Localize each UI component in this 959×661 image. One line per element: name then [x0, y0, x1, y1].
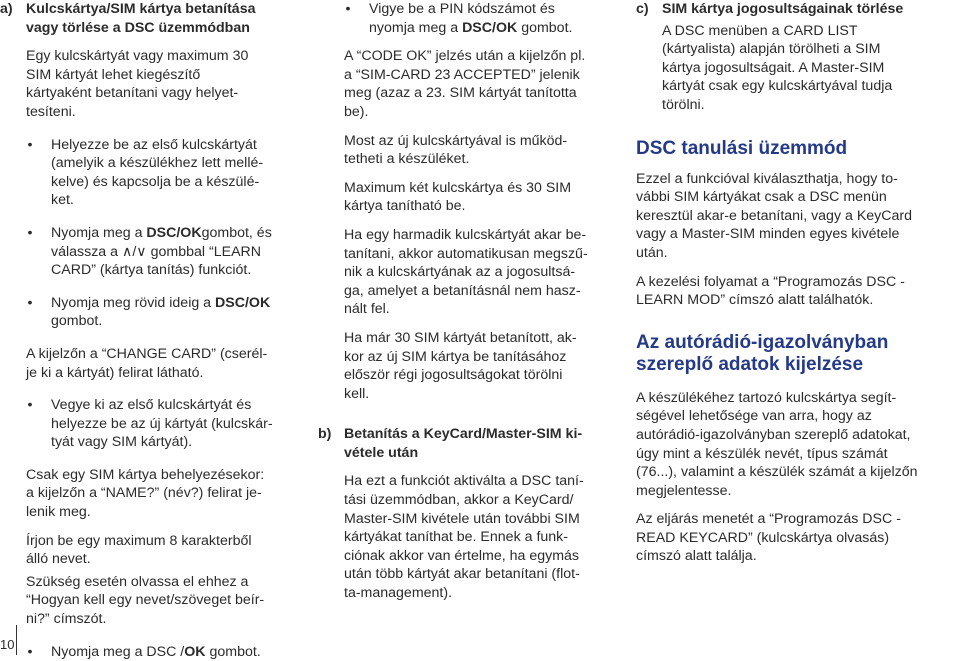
bullet-icon: • [27, 397, 33, 414]
read-keycard-paragraph: Az eljárás menetét a “Programozás DSC - READ KEYCARD” (kulcskártya olvasás) címszó alatt találja. [636, 511, 901, 565]
function-paragraph: Ha ezt a funkciót aktiválta a DSC taní- tási üzemmódban, akkor a KeyCard/ Master-SIM kivétele után további SIM kártyákat taníthat be. Ennek a funk- ciónak akkor van értelme, ha egymás után több kártyát akar betanítani (flot- ta-management). [344, 473, 584, 602]
bullet-press-short: • Nyomja meg rövid ideig a DSC/OK gombot. [27, 294, 271, 330]
bullet-press-ok-final: • Nyomja meg a DSC /OK gombot. [27, 643, 261, 660]
bullet-remove-card: • Vegye ki az első kulcskártyát és helyezze be az új kártyát (kulcskár- tyát vagy SIM kártyát). [27, 397, 273, 451]
section-c-heading: c) SIM kártya jogosultságainak törlése [636, 1, 904, 17]
section-a-heading: a) Kulcskártya/SIM kártya betanítása vagy törlése a DSC üzemmódban [0, 1, 256, 36]
bullet-icon: • [345, 1, 351, 17]
column-3 [636, 0, 956, 566]
up-down-arrow-icon: ∧/∨ [121, 243, 147, 260]
max-cards-paragraph: Maximum két kulcskártya és 30 SIM kártya tanítható be. [344, 179, 572, 215]
section-b-label: b) [318, 426, 332, 443]
bullet-insert-first-card: • Helyezze be az első kulcskártyát (amelyik a készülékhez lett mellé- kelve) és kapcsolja be a készülé- ket. [27, 136, 264, 209]
column-2 [318, 0, 628, 603]
dsc-learning-paragraph: Ezzel a funkcióval kiválaszthatja, hogy to- vábbi SIM kártyákat csak a DSC menün keresztül akar-e betanítani, vagy a KeyCard vagy a Master-SIM minden egyes kivétele után. [636, 170, 913, 261]
learn-mod-paragraph: A kezelési folyamat a “Programozás DSC - LEARN MOD” címszó alatt találhatók. [636, 273, 905, 309]
bullet-icon: • [27, 643, 33, 660]
section-c-label: c) [636, 1, 649, 17]
card-list-paragraph: A DSC menüben a CARD LIST (kártyalista) alapján törölheti a SIM kártya jogosultságait. A Master-SIM kártyát csak egy kulcskártyával tudja törölni. [662, 22, 893, 113]
new-card-paragraph: Most az új kulcskártyával is működ- tetheti a készüléket. [344, 132, 568, 168]
bullet-icon: • [27, 224, 33, 241]
page-number: 10 [0, 637, 15, 652]
car-radio-heading: Az autórádió-igazolványban szereplő adatok kijelzése [636, 331, 889, 375]
bullet-press-dsc-ok: • Nyomja meg a DSC/OKgombot, és válassza a ∧/∨ gombbal “LEARN CARD” (kártya tanítás) funkciót. [27, 224, 272, 279]
thirty-sim-paragraph: Ha már 30 SIM kártyát betanított, ak- kor az új SIM kártya be tanításához először régi jogosultságokat törölni kell. [344, 329, 577, 402]
bullet-enter-pin: • Vigye be a PIN kódszámot és nyomja meg a DSC/OK gombot. [345, 1, 573, 36]
column-1 [0, 0, 300, 661]
car-radio-paragraph: A készülékéhez tartozó kulcskártya segít- ségével lehetősége van arra, hogy az autórádió-igazolványban szereplő adatokat, úgy mint a készülék nevét, típus számát (76...), valamint a készülék számát a kijelzőn megjelentesse. [636, 389, 918, 499]
section-a-label: a) [0, 1, 13, 17]
code-ok-paragraph: A “CODE OK” jelzés után a kijelzőn pl. a “SIM-CARD 23 ACCEPTED” jelenik meg (azaz a 23. SIM kártyát tanította be). [344, 48, 586, 120]
dsc-learning-heading: DSC tanulási üzemmód [636, 137, 848, 159]
third-card-paragraph: Ha egy harmadik kulcskártyát akar be- tanítani, akkor automatikusan megszű- nik a kulcskártyának az a jogosultsá- ga, amelyet a betanításnál nem hasz- nált fel. [344, 226, 588, 318]
help-paragraph: Szükség esetén olvassa el ehhez a “Hogyan kell egy nevet/szöveget beír- ni?” címszót. [26, 573, 265, 628]
name-paragraph: Csak egy SIM kártya behelyezésekor: a kijelzőn a “NAME?” (név?) felirat je- lenik meg. [26, 466, 265, 521]
page-number-divider [16, 625, 17, 655]
bullet-icon: • [27, 136, 33, 153]
bullet-icon: • [27, 294, 33, 311]
change-card-paragraph: A kijelzőn a “CHANGE CARD” (cserél- je ki a kártyát) felirat látható. [26, 345, 268, 381]
intro-paragraph: Egy kulcskártyát vagy maximum 30 SIM kártyát lehet kiegészítő kártyaként betanítani vagy helyet- tesíteni. [26, 48, 249, 120]
section-b-heading: b) Betanítás a KeyCard/Master-SIM ki- vétele után [318, 426, 583, 461]
max-name-paragraph: Írjon be egy maximum 8 karakterből álló nevet. [26, 532, 252, 568]
